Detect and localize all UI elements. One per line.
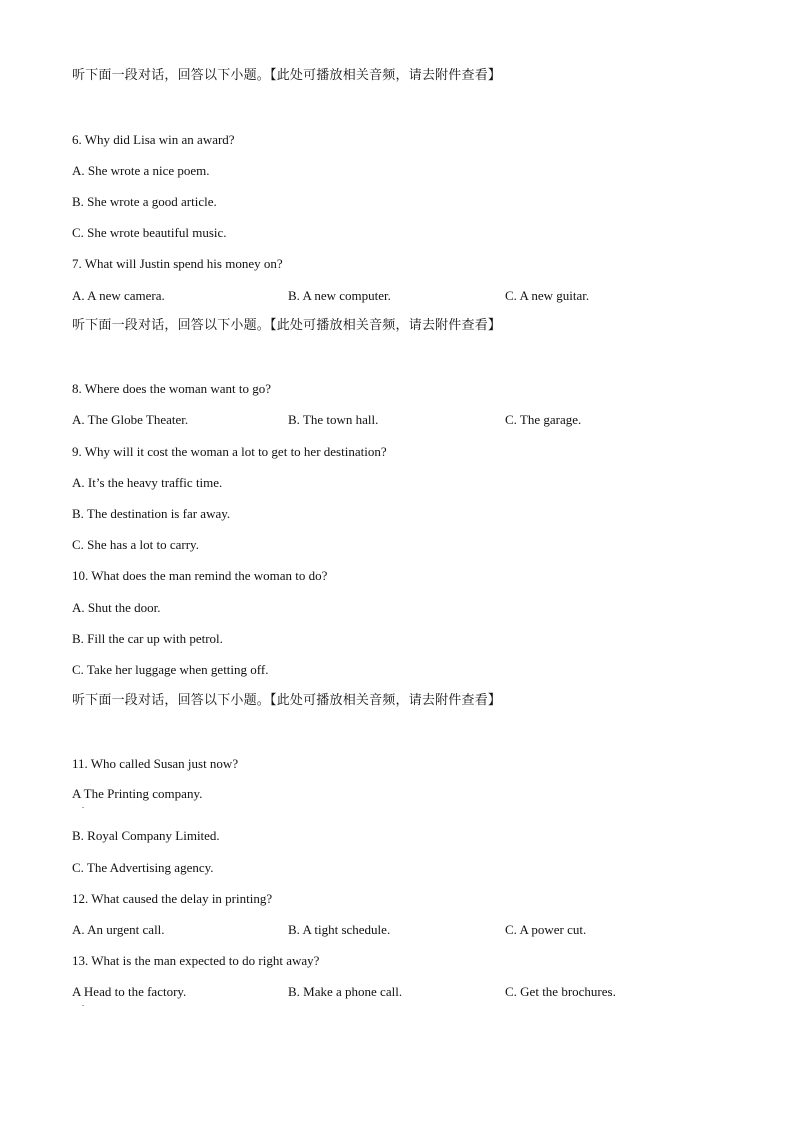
question-7: 7. What will Justin spend his money on? xyxy=(72,256,283,271)
question-10: 10. What does the man remind the woman to do? xyxy=(72,568,328,583)
option-11c: C. The Advertising agency. xyxy=(72,860,214,875)
question-9: 9. Why will it cost the woman a lot to get to her destination? xyxy=(72,444,387,459)
option-12a: A. An urgent call. xyxy=(72,922,165,937)
question-8: 8. Where does the woman want to go? xyxy=(72,381,272,396)
option-11a-tick: . xyxy=(82,801,84,810)
option-6b: B. She wrote a good article. xyxy=(72,194,217,209)
option-9a: A. It’s the heavy traffic time. xyxy=(72,475,223,490)
option-7b: B. A new computer. xyxy=(288,288,391,303)
option-6a: A. She wrote a nice poem. xyxy=(72,163,210,178)
question-13: 13. What is the man expected to do right away? xyxy=(72,953,320,968)
option-13a: A Head to the factory. xyxy=(72,984,187,999)
question-11: 11. Who called Susan just now? xyxy=(72,756,239,771)
option-7c: C. A new guitar. xyxy=(505,288,590,303)
option-13a-tick: . xyxy=(82,999,84,1008)
question-6: 6. Why did Lisa win an award? xyxy=(72,132,235,147)
listening-instruction: 听下面一段对话，回答以下小题。【此处可播放相关音频，请去附件查看】 xyxy=(72,318,502,333)
option-7a: A. A new camera. xyxy=(72,288,165,303)
listening-instruction: 听下面一段对话，回答以下小题。【此处可播放相关音频，请去附件查看】 xyxy=(72,693,502,708)
option-12c: C. A power cut. xyxy=(505,922,587,937)
option-11a: A The Printing company. xyxy=(72,786,203,801)
option-8a: A. The Globe Theater. xyxy=(72,412,189,427)
option-9c: C. She has a lot to carry. xyxy=(72,537,199,552)
question-12: 12. What caused the delay in printing? xyxy=(72,891,273,906)
option-13b: B. Make a phone call. xyxy=(288,984,403,999)
option-11b: B. Royal Company Limited. xyxy=(72,828,220,843)
option-9b: B. The destination is far away. xyxy=(72,506,231,521)
listening-instruction: 听下面一段对话，回答以下小题。【此处可播放相关音频，请去附件查看】 xyxy=(72,68,502,83)
option-10a: A. Shut the door. xyxy=(72,600,161,615)
option-10c: C. Take her luggage when getting off. xyxy=(72,662,269,677)
option-10b: B. Fill the car up with petrol. xyxy=(72,631,223,646)
option-12b: B. A tight schedule. xyxy=(288,922,391,937)
option-8c: C. The garage. xyxy=(505,412,582,427)
option-13c: C. Get the brochures. xyxy=(505,984,616,999)
option-8b: B. The town hall. xyxy=(288,412,379,427)
option-6c: C. She wrote beautiful music. xyxy=(72,225,227,240)
